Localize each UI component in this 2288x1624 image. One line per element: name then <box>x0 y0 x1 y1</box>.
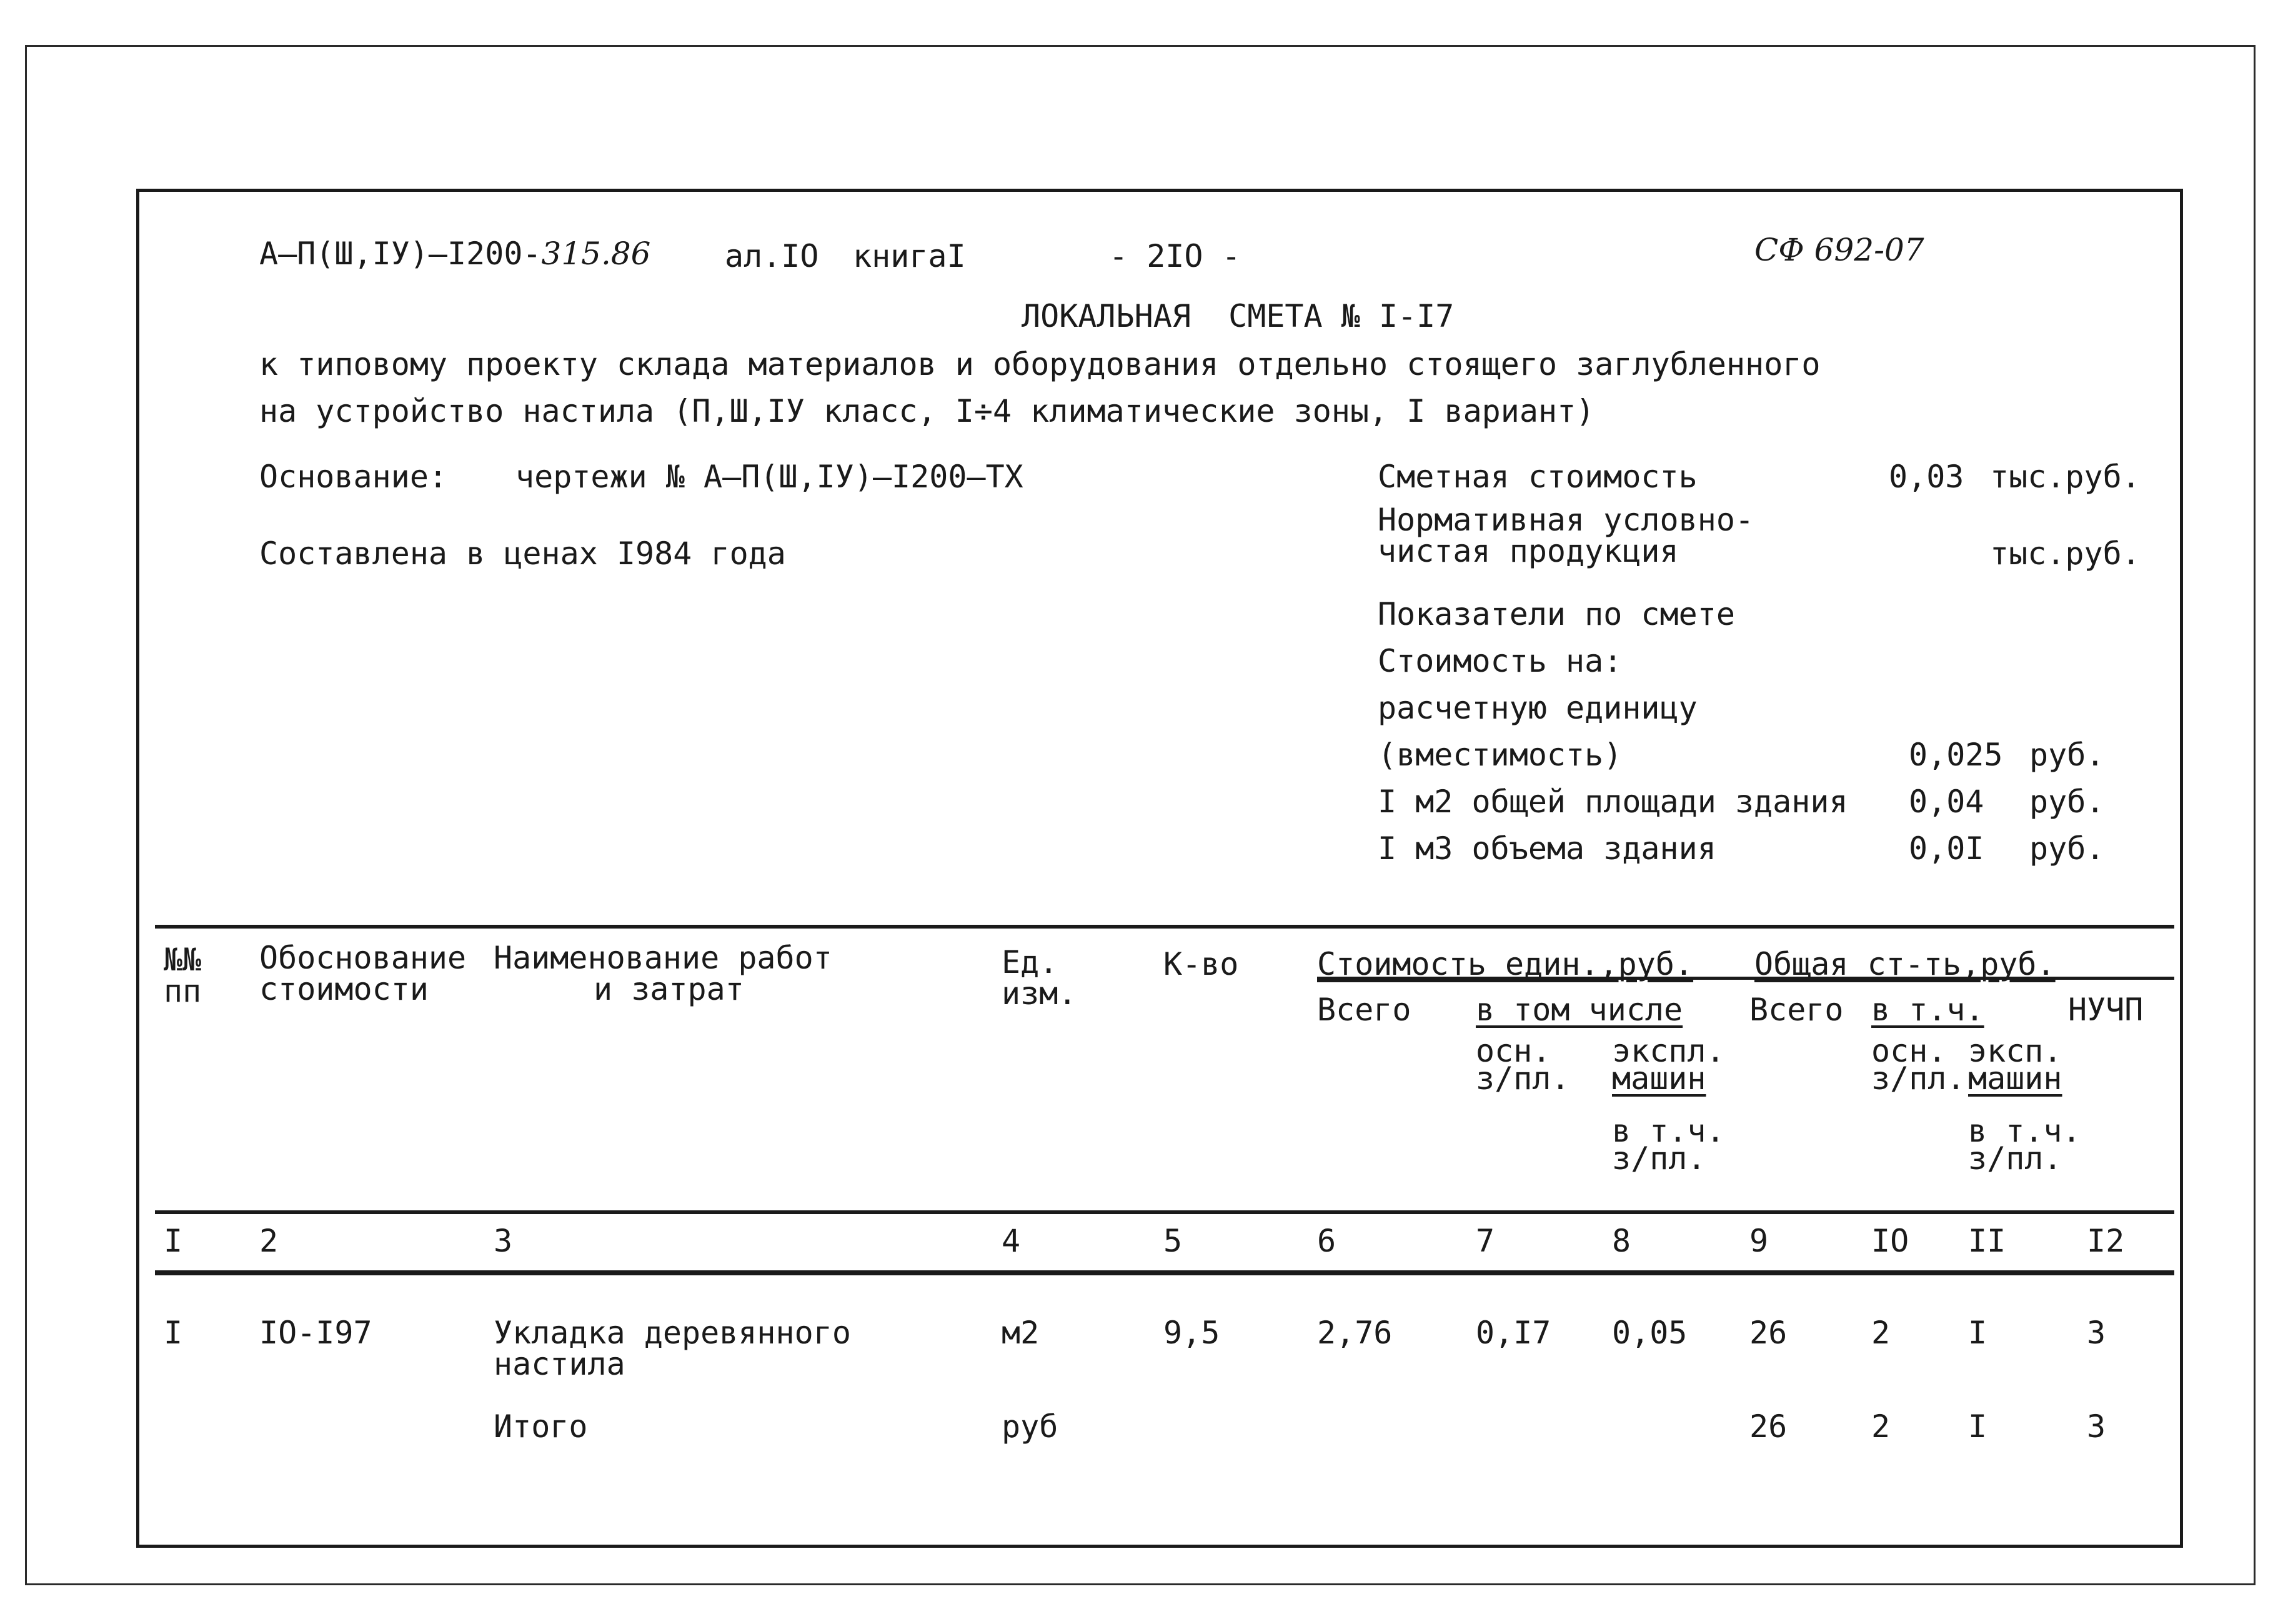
calc-unit-label-1: расчетную единицу <box>1378 690 1698 726</box>
cell-unit: м2 <box>1002 1315 1040 1351</box>
th-basis-1: Обоснование <box>259 940 467 976</box>
col-number: IO <box>1871 1223 1909 1259</box>
cell-num: I <box>164 1315 183 1351</box>
calc-unit-unit: руб. <box>2029 737 2105 773</box>
calc-unit-value: 0,025 <box>1909 737 2003 773</box>
col-number: 7 <box>1476 1223 1495 1259</box>
th-tc-total: Всего <box>1749 992 1844 1028</box>
table-top-rule <box>155 925 2174 929</box>
cell-basis: IO-I97 <box>259 1315 372 1351</box>
estimate-subtitle-line2: на устройство настила (П,Ш,IУ класс, I÷4 климатические зоны, I вариант) <box>259 393 1595 429</box>
cell-qty: 9,5 <box>1163 1315 1220 1351</box>
col-number: II <box>1968 1223 2006 1259</box>
cell-uc-total: 2,76 <box>1317 1315 1393 1351</box>
cost-on-label: Стоимость на: <box>1378 643 1623 679</box>
th-tc-mach-1: эксп. <box>1968 1033 2062 1069</box>
th-tc-mach-2: машин <box>1968 1060 2062 1097</box>
estimate-heading: ЛОКАЛЬНАЯ СМЕТА № I-I7 <box>1022 298 1455 334</box>
volume-unit: руб. <box>2029 830 2105 867</box>
doc-code: А–П(Ш,IУ)–I200-315.86 <box>259 236 651 272</box>
cell-nuchp: 3 <box>2087 1315 2106 1351</box>
th-tc-mach-4: з/пл. <box>1968 1140 2062 1177</box>
volume-label: I м3 объема здания <box>1378 830 1716 867</box>
th-uc-mach-2: машин <box>1612 1060 1706 1097</box>
th-uc-mach-1: экспл. <box>1612 1033 1725 1069</box>
estimated-cost-label: Сметная стоимость <box>1378 459 1698 495</box>
total-tc-total: 26 <box>1749 1408 1788 1445</box>
th-num-2: пп <box>164 973 202 1009</box>
col-number: 8 <box>1612 1223 1631 1259</box>
th-nuchp: НУЧП <box>2068 992 2144 1028</box>
area-label: I м2 общей площади здания <box>1378 784 1848 820</box>
col-number: I <box>164 1223 183 1259</box>
th-unit-cost: Стоимость един.,руб. <box>1317 946 1694 982</box>
basis-label: Основание: <box>259 459 448 495</box>
th-uc-mach-4: з/пл. <box>1612 1140 1706 1177</box>
th-name-1: Наименование работ <box>494 940 832 976</box>
cell-name-1: Укладка деревянного <box>494 1315 851 1351</box>
price-year: Составлена в ценах I984 года <box>259 536 786 572</box>
th-name-2: и затрат <box>594 971 744 1007</box>
estimate-subtitle-line1: к типовому проекту склада материалов и оборудования отдельно стоящего заглубленного <box>259 346 1821 382</box>
th-tc-mach-3: в т.ч. <box>1968 1113 2081 1149</box>
th-qty: К-во <box>1163 946 1239 982</box>
col-number: 9 <box>1749 1223 1769 1259</box>
total-nuchp: 3 <box>2087 1408 2106 1445</box>
col-number: 5 <box>1163 1223 1183 1259</box>
normative-unit: тыс.руб. <box>1990 536 2141 572</box>
th-uc-total: Всего <box>1317 992 1411 1028</box>
estimated-cost-unit: тыс.руб. <box>1990 459 2141 495</box>
col-number: 6 <box>1317 1223 1336 1259</box>
total-tc-mach: I <box>1968 1408 1987 1445</box>
table-colnum-rule <box>155 1270 2174 1275</box>
page-number: - 2IO - <box>1109 238 1241 274</box>
cell-tc-total: 26 <box>1749 1315 1788 1351</box>
cell-tc-wage: 2 <box>1871 1315 1891 1351</box>
album-number: ал.IO <box>725 238 819 274</box>
th-unit-1: Ед. <box>1002 944 1058 980</box>
total-unit: руб <box>1002 1408 1058 1445</box>
th-total-cost: Общая ст-ть,руб. <box>1754 946 2056 982</box>
col-number: 4 <box>1002 1223 1021 1259</box>
book-number: книгаI <box>853 238 966 274</box>
total-label: Итого <box>494 1408 588 1445</box>
th-basis-2: стоимости <box>259 971 429 1007</box>
normative-label-1: Нормативная условно- <box>1378 502 1754 538</box>
th-uc-mach-3: в т.ч. <box>1612 1113 1725 1149</box>
th-uc-incl: в том числе <box>1476 992 1683 1028</box>
basis-value: чертежи № А–П(Ш,IУ)–I200–ТХ <box>515 459 1023 495</box>
table-header-rule <box>155 1210 2174 1214</box>
th-unit-2: изм. <box>1002 975 1077 1012</box>
th-uc-wage-1: осн. <box>1476 1033 1551 1069</box>
cell-tc-mach: I <box>1968 1315 1987 1351</box>
th-tc-wage-2: з/пл. <box>1871 1060 1966 1097</box>
estimated-cost-value: 0,03 <box>1889 459 1964 495</box>
total-tc-wage: 2 <box>1871 1408 1891 1445</box>
th-tc-wage-1: осн. <box>1871 1033 1947 1069</box>
area-unit: руб. <box>2029 784 2105 820</box>
volume-value: 0,0I <box>1909 830 1984 867</box>
sheet-code: СФ 692-07 <box>1754 232 1924 268</box>
th-uc-wage-2: з/пл. <box>1476 1060 1570 1097</box>
calc-unit-label-2: (вместимость) <box>1378 737 1623 773</box>
col-number: 3 <box>494 1223 513 1259</box>
area-value: 0,04 <box>1909 784 1984 820</box>
th-num-1: №№ <box>164 942 202 978</box>
col-number: 2 <box>259 1223 279 1259</box>
col-number: I2 <box>2087 1223 2125 1259</box>
cell-uc-mach: 0,05 <box>1612 1315 1688 1351</box>
normative-label-2: чистая продукция <box>1378 533 1679 569</box>
cell-uc-wage: 0,I7 <box>1476 1315 1551 1351</box>
indicators-label: Показатели по смете <box>1378 596 1735 632</box>
cell-name-2: настила <box>494 1346 625 1382</box>
th-tc-incl: в т.ч. <box>1871 992 1984 1028</box>
